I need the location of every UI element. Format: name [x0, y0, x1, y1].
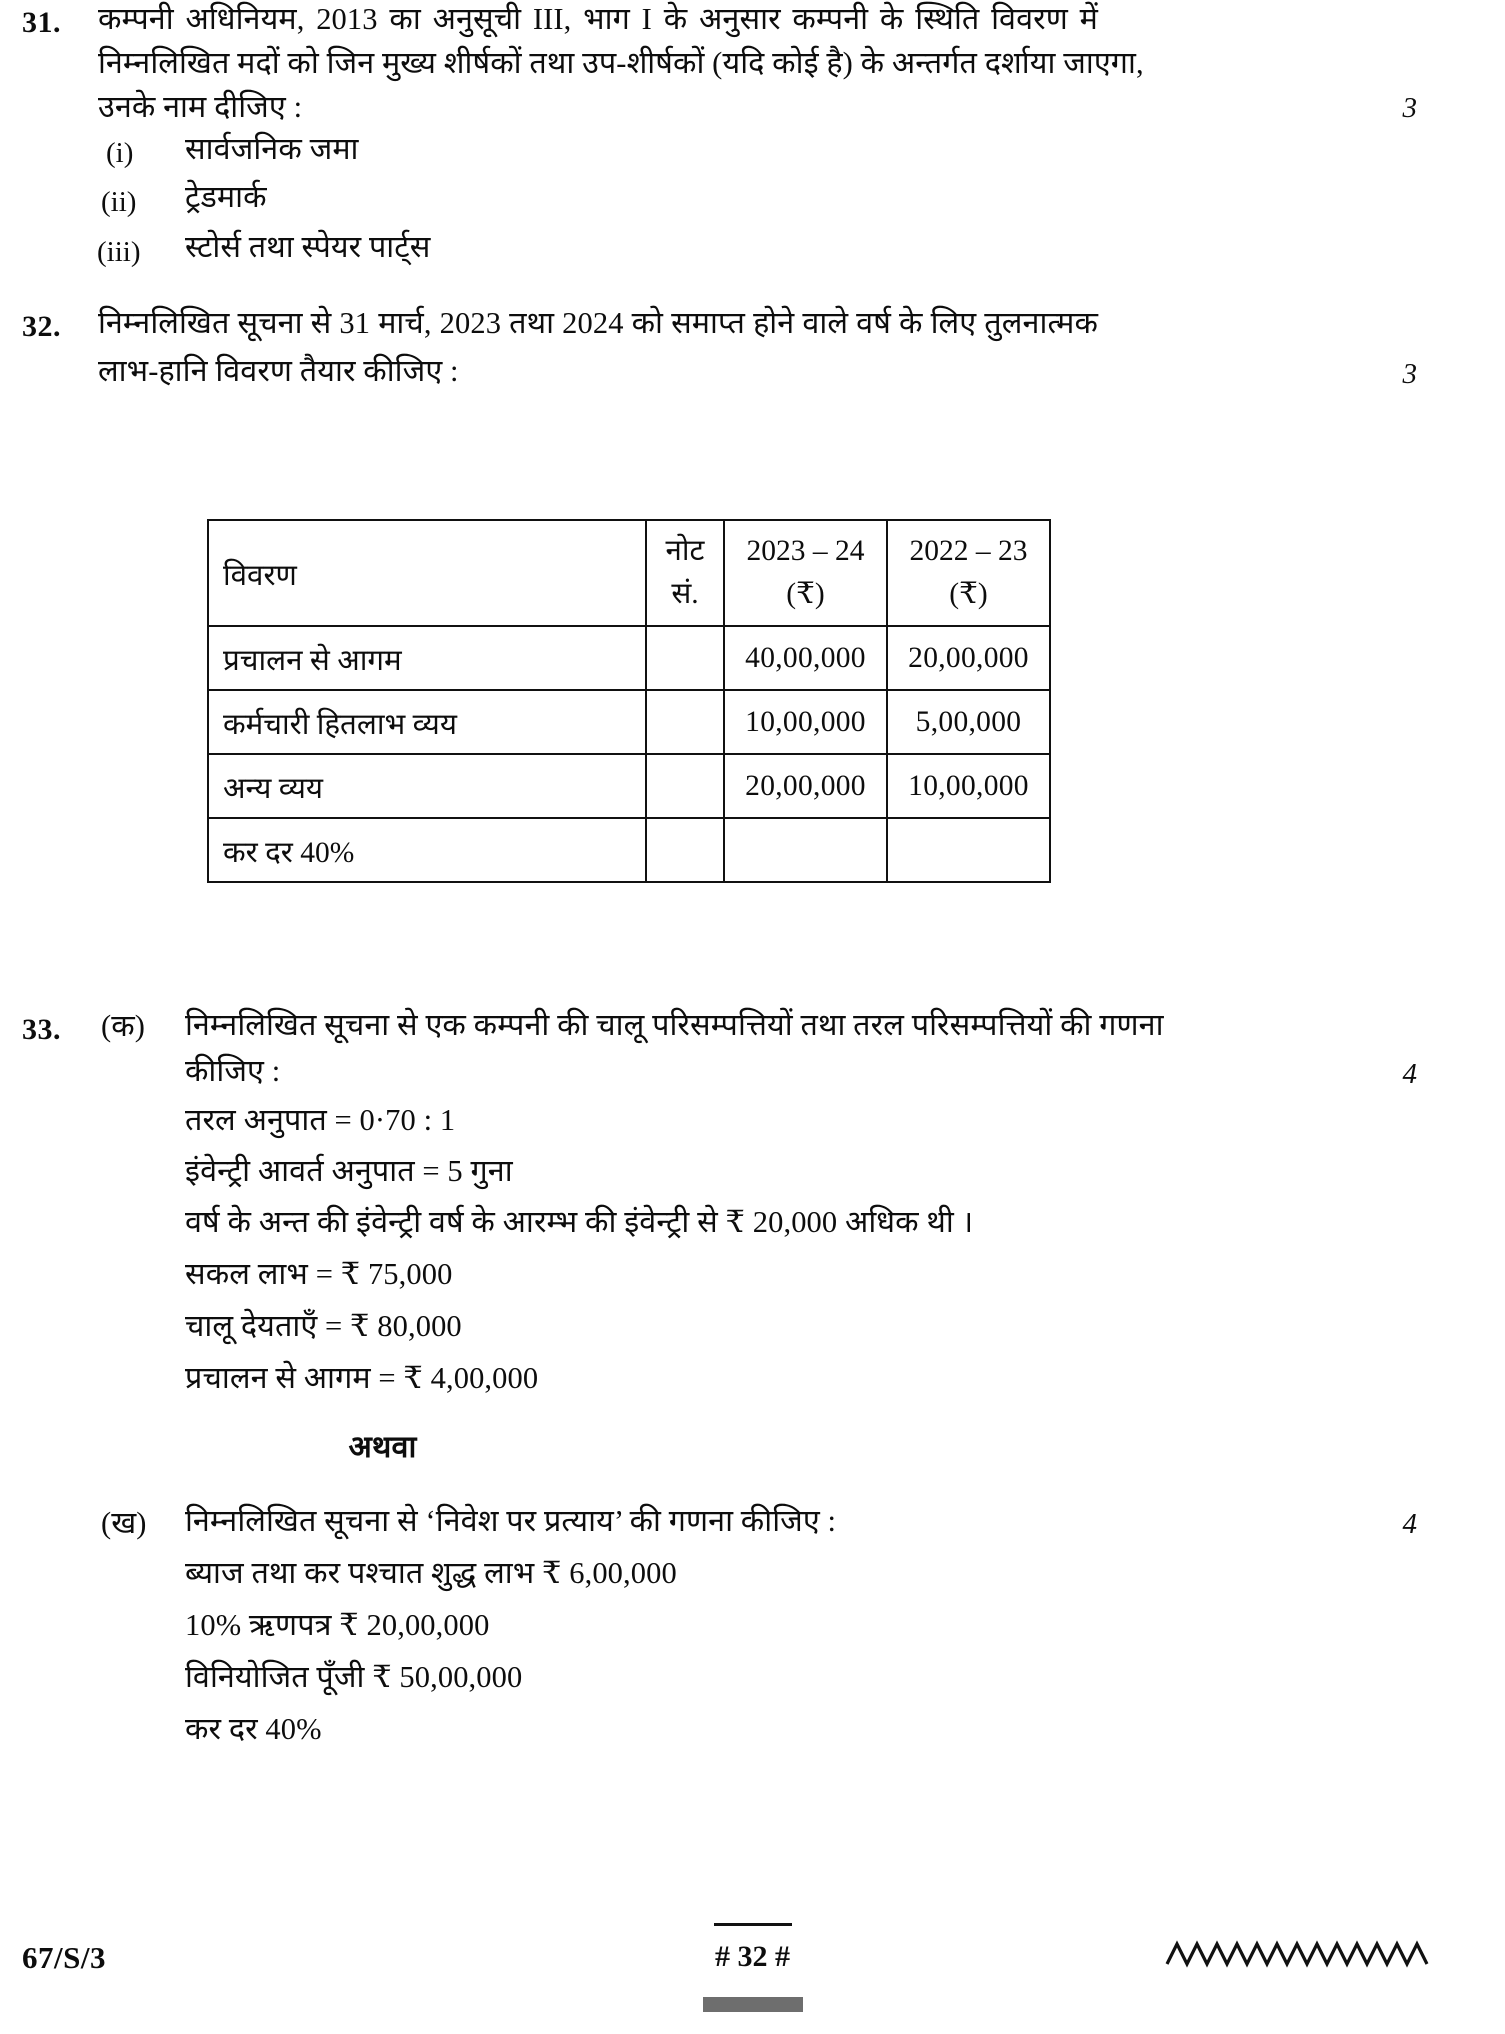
table-row [208, 818, 1050, 882]
q31-item-marker-iii: (iii) [97, 236, 141, 268]
q33-option-b-marker: (ख) [101, 1506, 147, 1540]
header-year-2022-23 [887, 520, 1050, 626]
header-year2-line1: 2022 – 23 [909, 535, 1028, 568]
row-0-year2: 20,00,000 [887, 626, 1050, 690]
question-number-33: 33. [22, 1013, 61, 1046]
q33a-line-1: निम्नलिखित सूचना से एक कम्पनी की चालू परिसम्पत्तियों तथा तरल परिसम्पत्तियों की गणना [185, 1008, 1164, 1042]
row-0-note [646, 626, 724, 690]
q33a-detail-1: तरल अनुपात = 0·70 : 1 [185, 1103, 456, 1137]
row-0-year1: 40,00,000 [724, 626, 887, 690]
q31-item-text-iii: स्टोर्स तथा स्पेयर पार्ट्स [185, 230, 431, 264]
q31-marks: 3 [1402, 92, 1417, 124]
row-3-year2 [887, 818, 1050, 882]
paper-code-footer: 67/S/3 [22, 1940, 106, 1975]
page-marker: # 32 # [715, 1940, 790, 1973]
q31-item-text-ii: ट्रेडमार्क [185, 180, 267, 214]
header-note-line1: नोट [665, 535, 705, 568]
q33b-detail-2: 10% ऋणपत्र ₹ 20,00,000 [185, 1608, 490, 1642]
row-1-year1: 10,00,000 [724, 690, 887, 754]
q33a-detail-2: इंवेन्ट्री आवर्त अनुपात = 5 गुना [185, 1154, 513, 1188]
q33b-line-1: निम्नलिखित सूचना से ‘निवेश पर प्रत्याय’ की गणना कीजिए : [185, 1504, 837, 1538]
q33b-detail-4: कर दर 40% [185, 1712, 322, 1746]
row-3-note [646, 818, 724, 882]
q31-item-marker-i: (i) [106, 137, 134, 169]
header-year-2023-24 [724, 520, 887, 626]
question-number-32: 32. [22, 310, 61, 343]
q31-line-3: उनके नाम दीजिए : [98, 90, 303, 124]
row-1-year2: 5,00,000 [887, 690, 1050, 754]
q33a-marks: 4 [1402, 1058, 1417, 1090]
q33-option-a-marker: (क) [101, 1009, 146, 1043]
squiggle-mark [1165, 1938, 1435, 1972]
row-2-particulars: अन्य व्यय [208, 754, 646, 818]
q33b-detail-1: ब्याज तथा कर पश्चात शुद्ध लाभ ₹ 6,00,000 [185, 1556, 677, 1590]
q33a-detail-6: प्रचालन से आगम = ₹ 4,00,000 [185, 1361, 539, 1395]
q33a-detail-3: वर्ष के अन्त की इंवेन्ट्री वर्ष के आरम्भ की इंवेन्ट्री से ₹ 20,000 अधिक थी । [185, 1205, 974, 1239]
header-particulars: विवरण [208, 520, 646, 626]
q31-item-text-i: सार्वजनिक जमा [185, 132, 359, 166]
row-1-particulars: कर्मचारी हितलाभ व्यय [208, 690, 646, 754]
footer-rule-bottom [703, 1997, 803, 2012]
q31-item-marker-ii: (ii) [101, 186, 137, 218]
q32-line-2: लाभ-हानि विवरण तैयार कीजिए : [98, 354, 459, 388]
table-row [208, 626, 1050, 690]
header-note-no [646, 520, 724, 626]
footer-rule-top [714, 1923, 792, 1926]
header-note-line2: सं. [671, 578, 699, 610]
table-header-row [208, 520, 1050, 626]
comparative-statement-table [207, 519, 1049, 883]
q32-marks: 3 [1402, 358, 1417, 390]
question-number-31: 31. [22, 6, 61, 39]
q33a-detail-4: सकल लाभ = ₹ 75,000 [185, 1257, 453, 1291]
row-3-particulars: कर दर 40% [208, 818, 646, 882]
row-0-particulars: प्रचालन से आगम [208, 626, 646, 690]
q31-line-2: निम्नलिखित मदों को जिन मुख्य शीर्षकों तथा उप-शीर्षकों (यदि कोई है) के अन्तर्गत दर्शाया जाएगा, [98, 46, 1144, 80]
row-2-year1: 20,00,000 [724, 754, 887, 818]
q32-line-1: निम्नलिखित सूचना से 31 मार्च, 2023 तथा 2024 को समाप्त होने वाले वर्ष के लिए तुलनात्मक [98, 306, 1098, 340]
header-year2-line2: (₹) [949, 578, 988, 610]
row-3-year1 [724, 818, 887, 882]
table-row [208, 754, 1050, 818]
row-2-note [646, 754, 724, 818]
q33a-detail-5: चालू देयताएँ = ₹ 80,000 [185, 1309, 462, 1343]
header-year1-line1: 2023 – 24 [746, 535, 865, 568]
table-row [208, 690, 1050, 754]
q31-line-1: कम्पनी अधिनियम, 2013 का अनुसूची III, भाग I के अनुसार कम्पनी के स्थिति विवरण में [98, 2, 1098, 36]
q33-or-separator: अथवा [348, 1430, 417, 1464]
q33a-line-2: कीजिए : [185, 1054, 281, 1088]
q33b-marks: 4 [1402, 1508, 1417, 1540]
q33b-detail-3: विनियोजित पूँजी ₹ 50,00,000 [185, 1660, 523, 1694]
row-2-year2: 10,00,000 [887, 754, 1050, 818]
header-year1-line2: (₹) [786, 578, 825, 610]
row-1-note [646, 690, 724, 754]
